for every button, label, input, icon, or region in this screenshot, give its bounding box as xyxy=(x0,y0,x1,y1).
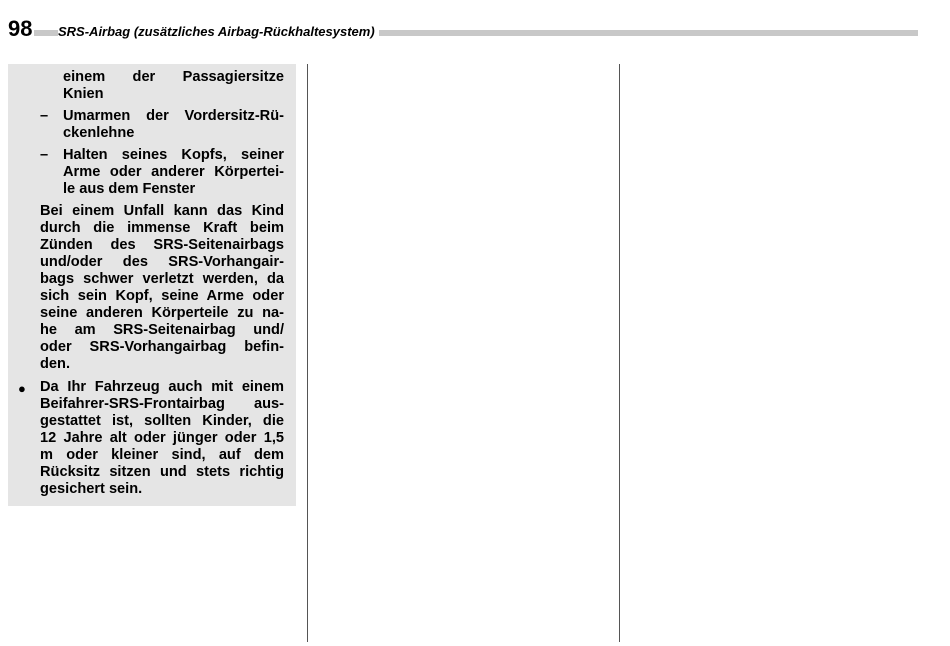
text-line: he am SRS-Seitenairbag und/ xyxy=(40,322,284,338)
text-line: Halten seines Kopfs, seiner xyxy=(63,147,284,163)
text-line: Bei einem Unfall kann das Kind xyxy=(40,203,284,219)
continued-item xyxy=(63,69,284,103)
text-line: le aus dem Fenster xyxy=(63,181,196,197)
text-line: m oder kleiner sind, auf dem xyxy=(40,447,284,463)
column-divider-right xyxy=(619,64,620,642)
text-line: gestattet ist, sollten Kinder, die xyxy=(40,413,284,429)
page-number: 98 xyxy=(8,16,33,41)
text-line: oder SRS-Vorhangairbag befin- xyxy=(40,339,284,355)
text-line: Knien xyxy=(63,86,104,102)
text-line: Zünden des SRS-Seitenairbags xyxy=(40,237,284,253)
text-line: Rücksitz sitzen und stets richtig xyxy=(40,464,284,480)
dash-item xyxy=(63,147,284,198)
dash-marker: – xyxy=(40,147,49,163)
dash-item xyxy=(63,108,284,142)
dash-marker: – xyxy=(40,108,49,124)
text-line: seine anderen Körperteile zu na- xyxy=(40,305,284,321)
page-header-title xyxy=(58,24,379,40)
warning-paragraph xyxy=(40,203,284,373)
column-divider-left xyxy=(307,64,308,642)
text-line: ckenlehne xyxy=(63,125,135,141)
bullet-marker: ● xyxy=(18,381,26,396)
text-line: durch die immense Kraft beim xyxy=(40,220,284,236)
bullet-item xyxy=(40,379,284,498)
text-line: den. xyxy=(40,356,70,372)
text-line: Umarmen der Vordersitz-Rü- xyxy=(63,108,284,124)
text-line: gesichert sein. xyxy=(40,481,143,497)
text-line: Arme oder anderer Körpertei- xyxy=(63,164,284,180)
text-line: 12 Jahre alt oder jünger oder 1,5 xyxy=(40,430,284,446)
text-line: Beifahrer-SRS-Frontairbag aus- xyxy=(40,396,284,412)
header-title-text: SRS-Airbag (zusätzliches Airbag-Rückhaltesystem) xyxy=(58,24,379,39)
text-line: bags schwer verletzt werden, da xyxy=(40,271,284,287)
text-line: Da Ihr Fahrzeug auch mit einem xyxy=(40,379,284,395)
text-line: einem der Passagiersitze xyxy=(63,69,284,85)
text-line: und/oder des SRS-Vorhangair- xyxy=(40,254,284,270)
text-line: sich sein Kopf, seine Arme oder xyxy=(40,288,284,304)
